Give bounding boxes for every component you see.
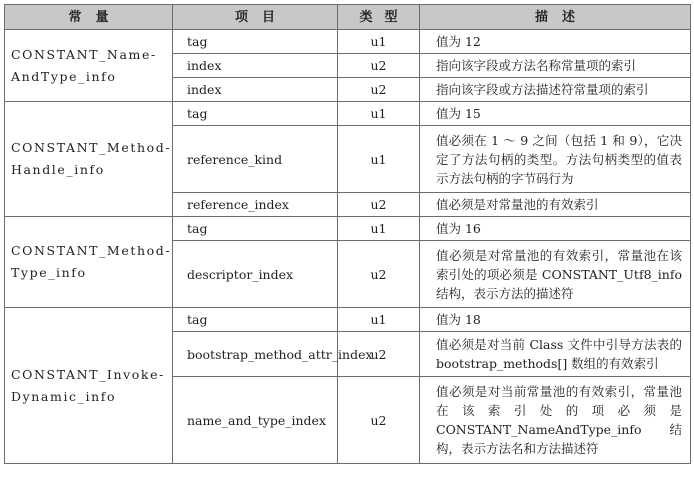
header-constant: 常量 [5, 5, 173, 30]
item-type: u1 [338, 126, 420, 193]
item-type: u1 [338, 217, 420, 241]
item-name: tag [173, 217, 338, 241]
item-description: 值为 16 [420, 217, 691, 241]
header-description: 描述 [420, 5, 691, 30]
constant-name: CONSTANT_Invoke-Dynamic_info [5, 308, 173, 464]
item-type: u2 [338, 193, 420, 217]
item-description: 值必须在 1 ～ 9 之间（包括 1 和 9），它决定了方法句柄的类型。方法句柄类型的值表示方法句柄的字节码行为 [420, 126, 691, 193]
table-body [5, 30, 691, 464]
table-row [5, 30, 691, 54]
item-name: tag [173, 308, 338, 332]
item-name: reference_kind [173, 126, 338, 193]
item-description: 值必须是对常量池的有效索引，常量池在该索引处的项必须是 CONSTANT_Utf8_info 结构，表示方法的描述符 [420, 241, 691, 308]
item-type: u2 [338, 241, 420, 308]
item-name: name_and_type_index [173, 377, 338, 464]
item-name: index [173, 78, 338, 102]
table-row [5, 102, 691, 126]
item-type: u2 [338, 332, 420, 377]
item-description: 值必须是对常量池的有效索引 [420, 193, 691, 217]
item-name: tag [173, 102, 338, 126]
table-row [5, 308, 691, 332]
constant-pool-table [4, 4, 691, 464]
item-description: 值为 18 [420, 308, 691, 332]
item-description: 值为 12 [420, 30, 691, 54]
item-name: reference_index [173, 193, 338, 217]
item-description: 指向该字段或方法名称常量项的索引 [420, 54, 691, 78]
item-description: 值必须是对当前 Class 文件中引导方法表的 bootstrap_methods[] 数组的有效索引 [420, 332, 691, 377]
constant-table-wrapper [4, 4, 690, 464]
table-header [5, 5, 691, 30]
item-type: u1 [338, 308, 420, 332]
header-item: 项目 [173, 5, 338, 30]
constant-name: CONSTANT_Method-Type_info [5, 217, 173, 308]
item-name: bootstrap_method_attr_index [173, 332, 338, 377]
item-description: 值必须是对当前常量池的有效索引，常量池在该索引处的项必须是 CONSTANT_NameAndType_info 结构，表示方法名和方法描述符 [420, 377, 691, 464]
item-description: 指向该字段或方法描述符常量项的索引 [420, 78, 691, 102]
item-type: u1 [338, 30, 420, 54]
item-description: 值为 15 [420, 102, 691, 126]
item-name: descriptor_index [173, 241, 338, 308]
item-name: index [173, 54, 338, 78]
item-type: u1 [338, 102, 420, 126]
item-type: u2 [338, 377, 420, 464]
item-type: u2 [338, 78, 420, 102]
table-row [5, 217, 691, 241]
header-type: 类型 [338, 5, 420, 30]
constant-name: CONSTANT_Method-Handle_info [5, 102, 173, 217]
constant-name: CONSTANT_Name-AndType_info [5, 30, 173, 102]
item-name: tag [173, 30, 338, 54]
item-type: u2 [338, 54, 420, 78]
